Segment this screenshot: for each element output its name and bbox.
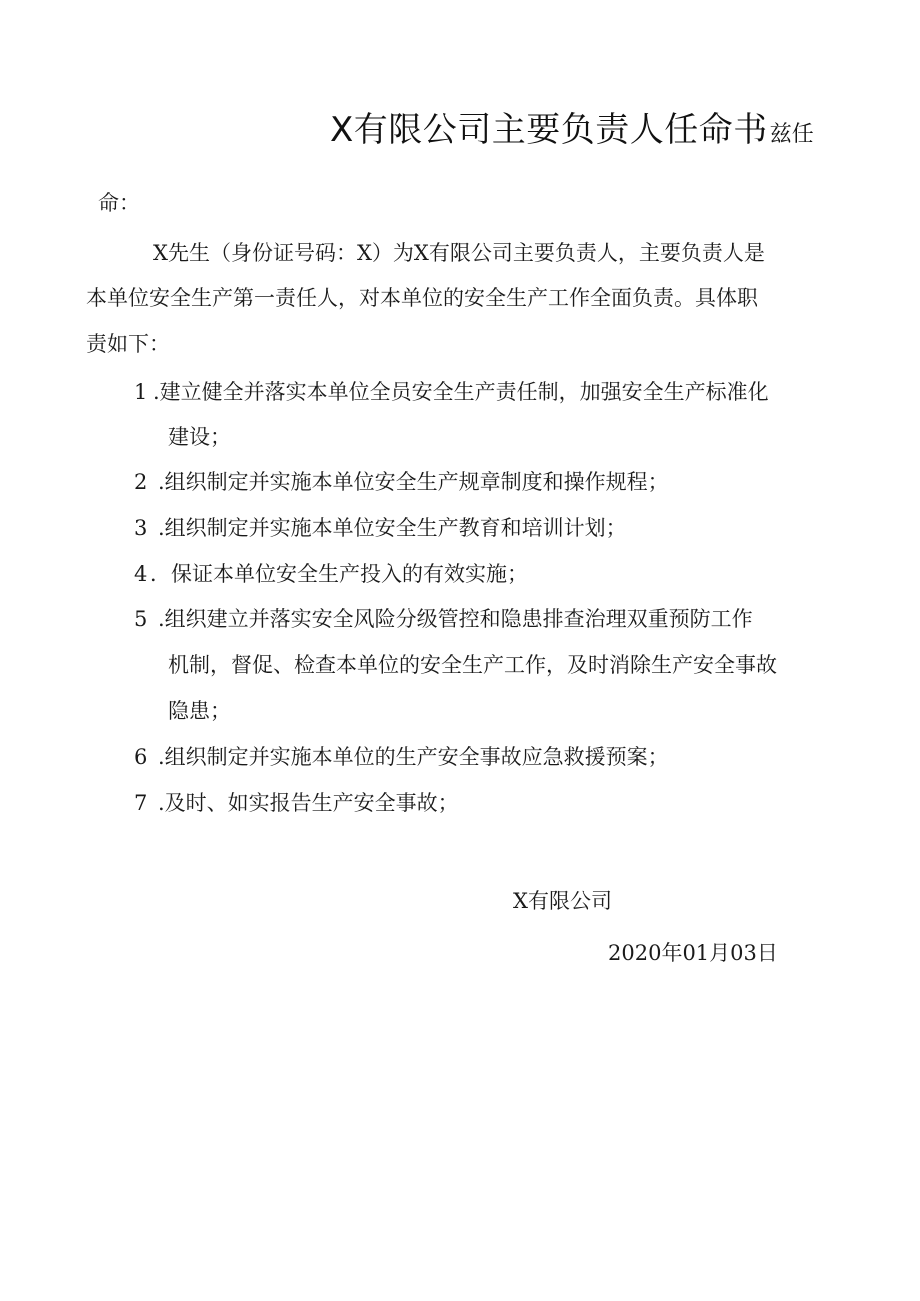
signature-date: 2020年01月03日 xyxy=(608,941,778,965)
intro-line-2: 本单位安全生产第一责任人，对本单位的安全生产工作全面负责。具体职 xyxy=(86,286,758,310)
duty-6-number: 6 xyxy=(134,745,148,769)
duty-2-number: 2 xyxy=(134,470,148,494)
duty-4-line-1: ．保证本单位安全生产投入的有效实施； xyxy=(150,562,528,586)
duty-5-line-2: 机制，督促、检查本单位的安全生产工作，及时消除生产安全事故 xyxy=(168,653,777,677)
duty-1-line-2: 建设； xyxy=(168,425,231,449)
duty-1-number: 1 xyxy=(134,380,148,404)
duty-3-line-1: .组织制定并实施本单位安全生产教育和培训计划； xyxy=(158,516,627,540)
duty-2-line-1: .组织制定并实施本单位安全生产规章制度和操作规程； xyxy=(158,470,669,494)
duty-1-line-1: .建立健全并落实本单位全员安全生产责任制，加强安全生产标准化 xyxy=(153,380,769,404)
duty-5-line-3: 隐患； xyxy=(168,699,231,723)
duty-7-line-1: .及时、如实报告生产安全事故； xyxy=(158,791,459,815)
duty-5-line-1: .组织建立并落实安全风险分级管控和隐患排查治理双重预防工作 xyxy=(158,607,753,631)
duty-7-number: 7 xyxy=(134,791,148,815)
intro-line-3: 责如下： xyxy=(86,332,170,356)
duty-3-number: 3 xyxy=(134,516,148,540)
title-tail: 兹任 xyxy=(769,122,814,147)
title-main: X有限公司主要负责人任命书 xyxy=(330,110,768,150)
signature-company: X有限公司 xyxy=(513,889,612,913)
appointment-word: 命： xyxy=(98,191,140,215)
duty-6-line-1: .组织制定并实施本单位的生产安全事故应急救援预案； xyxy=(158,745,669,769)
duty-4-number: 4 xyxy=(134,562,148,586)
intro-line-1: X先生（身份证号码：X）为X有限公司主要负责人，主要负责人是 xyxy=(153,241,765,265)
duty-5-number: 5 xyxy=(134,607,148,631)
page-title xyxy=(330,104,890,161)
